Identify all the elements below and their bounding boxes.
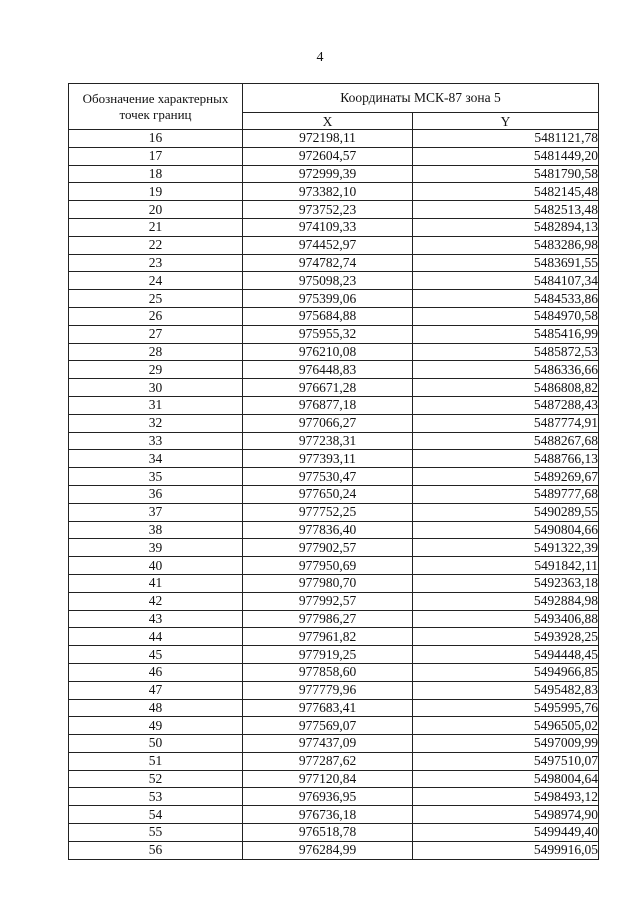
y-coordinate-cell: 5481121,78	[413, 130, 599, 148]
x-coordinate-cell: 977287,62	[243, 752, 413, 770]
point-number-cell: 31	[69, 396, 243, 414]
x-coordinate-cell: 973382,10	[243, 183, 413, 201]
x-coordinate-cell: 977752,25	[243, 503, 413, 521]
y-coordinate-cell: 5494448,45	[413, 646, 599, 664]
x-coordinate-cell: 977530,47	[243, 468, 413, 486]
table-body	[69, 130, 599, 860]
table-row	[69, 752, 599, 770]
x-coordinate-cell: 976518,78	[243, 824, 413, 842]
x-coordinate-cell: 977238,31	[243, 432, 413, 450]
point-number-cell: 44	[69, 628, 243, 646]
table-row	[69, 290, 599, 308]
x-coordinate-cell: 977961,82	[243, 628, 413, 646]
table-row	[69, 503, 599, 521]
y-coordinate-cell: 5484970,58	[413, 307, 599, 325]
x-coordinate-cell: 976284,99	[243, 841, 413, 859]
y-coordinate-cell: 5492363,18	[413, 574, 599, 592]
y-coordinate-cell: 5489777,68	[413, 485, 599, 503]
point-number-cell: 18	[69, 165, 243, 183]
table-row	[69, 236, 599, 254]
y-coordinate-cell: 5499916,05	[413, 841, 599, 859]
y-coordinate-cell: 5481790,58	[413, 165, 599, 183]
point-number-cell: 32	[69, 414, 243, 432]
table-row	[69, 130, 599, 148]
point-number-cell: 19	[69, 183, 243, 201]
point-number-cell: 55	[69, 824, 243, 842]
x-coordinate-cell: 977992,57	[243, 592, 413, 610]
table-row	[69, 450, 599, 468]
y-coordinate-cell: 5490289,55	[413, 503, 599, 521]
table-row	[69, 770, 599, 788]
y-coordinate-cell: 5484107,34	[413, 272, 599, 290]
table-row	[69, 361, 599, 379]
point-number-cell: 22	[69, 236, 243, 254]
table-row	[69, 201, 599, 219]
point-number-cell: 34	[69, 450, 243, 468]
y-coordinate-cell: 5488267,68	[413, 432, 599, 450]
y-coordinate-cell: 5482513,48	[413, 201, 599, 219]
table-row	[69, 628, 599, 646]
table-row	[69, 325, 599, 343]
x-coordinate-cell: 977120,84	[243, 770, 413, 788]
point-number-cell: 37	[69, 503, 243, 521]
table-row	[69, 681, 599, 699]
table-row	[69, 468, 599, 486]
x-coordinate-cell: 977650,24	[243, 485, 413, 503]
table-row	[69, 485, 599, 503]
point-number-cell: 53	[69, 788, 243, 806]
x-coordinate-cell: 977902,57	[243, 539, 413, 557]
table-row	[69, 574, 599, 592]
point-number-cell: 41	[69, 574, 243, 592]
table-row	[69, 663, 599, 681]
table-row	[69, 396, 599, 414]
point-number-cell: 50	[69, 735, 243, 753]
point-number-cell: 38	[69, 521, 243, 539]
table-row	[69, 557, 599, 575]
x-coordinate-cell: 972198,11	[243, 130, 413, 148]
point-number-cell: 49	[69, 717, 243, 735]
y-coordinate-cell: 5494966,85	[413, 663, 599, 681]
point-number-cell: 51	[69, 752, 243, 770]
y-coordinate-cell: 5486336,66	[413, 361, 599, 379]
table-row	[69, 806, 599, 824]
x-coordinate-cell: 977836,40	[243, 521, 413, 539]
x-coordinate-cell: 977950,69	[243, 557, 413, 575]
x-coordinate-cell: 975098,23	[243, 272, 413, 290]
page-number: 4	[316, 50, 324, 65]
y-coordinate-cell: 5498493,12	[413, 788, 599, 806]
y-coordinate-cell: 5483286,98	[413, 236, 599, 254]
table-row	[69, 717, 599, 735]
y-coordinate-cell: 5482894,13	[413, 218, 599, 236]
y-coordinate-cell: 5486808,82	[413, 379, 599, 397]
point-number-cell: 28	[69, 343, 243, 361]
point-number-cell: 25	[69, 290, 243, 308]
y-coordinate-cell: 5485416,99	[413, 325, 599, 343]
x-coordinate-cell: 976671,28	[243, 379, 413, 397]
table-row	[69, 788, 599, 806]
x-coordinate-cell: 976936,95	[243, 788, 413, 806]
point-number-cell: 47	[69, 681, 243, 699]
table-row	[69, 432, 599, 450]
point-number-cell: 26	[69, 307, 243, 325]
y-coordinate-cell: 5491842,11	[413, 557, 599, 575]
x-coordinate-cell: 975684,88	[243, 307, 413, 325]
table-row	[69, 646, 599, 664]
point-number-cell: 46	[69, 663, 243, 681]
x-coordinate-cell: 974109,33	[243, 218, 413, 236]
table-row	[69, 343, 599, 361]
x-coordinate-cell: 977393,11	[243, 450, 413, 468]
y-coordinate-cell: 5495482,83	[413, 681, 599, 699]
y-coordinate-cell: 5497510,07	[413, 752, 599, 770]
y-coordinate-cell: 5488766,13	[413, 450, 599, 468]
y-coordinate-cell: 5496505,02	[413, 717, 599, 735]
y-coordinate-cell: 5493928,25	[413, 628, 599, 646]
point-number-cell: 29	[69, 361, 243, 379]
table-row	[69, 165, 599, 183]
x-coordinate-cell: 976210,08	[243, 343, 413, 361]
x-coordinate-cell: 977683,41	[243, 699, 413, 717]
table-row	[69, 735, 599, 753]
x-coordinate-cell: 972604,57	[243, 147, 413, 165]
y-coordinate-cell: 5489269,67	[413, 468, 599, 486]
x-coordinate-cell: 975955,32	[243, 325, 413, 343]
x-coordinate-cell: 973752,23	[243, 201, 413, 219]
point-number-cell: 27	[69, 325, 243, 343]
table-row	[69, 272, 599, 290]
x-coordinate-cell: 976877,18	[243, 396, 413, 414]
table-row	[69, 147, 599, 165]
y-coordinate-cell: 5487288,43	[413, 396, 599, 414]
y-coordinate-cell: 5485872,53	[413, 343, 599, 361]
point-number-cell: 33	[69, 432, 243, 450]
x-coordinate-cell: 977779,96	[243, 681, 413, 699]
table-row	[69, 307, 599, 325]
point-number-cell: 52	[69, 770, 243, 788]
point-number-cell: 21	[69, 218, 243, 236]
x-coordinate-cell: 977437,09	[243, 735, 413, 753]
point-number-cell: 16	[69, 130, 243, 148]
point-number-cell: 35	[69, 468, 243, 486]
y-coordinate-cell: 5497009,99	[413, 735, 599, 753]
y-coordinate-cell: 5491322,39	[413, 539, 599, 557]
point-number-cell: 30	[69, 379, 243, 397]
table-row	[69, 414, 599, 432]
table-row	[69, 254, 599, 272]
point-number-cell: 43	[69, 610, 243, 628]
x-coordinate-cell: 977569,07	[243, 717, 413, 735]
header-coordinates-group: Координаты МСК-87 зона 5	[243, 84, 599, 113]
point-number-cell: 48	[69, 699, 243, 717]
header-y: Y	[413, 113, 599, 130]
point-number-cell: 54	[69, 806, 243, 824]
point-number-cell: 56	[69, 841, 243, 859]
point-number-cell: 20	[69, 201, 243, 219]
y-coordinate-cell: 5492884,98	[413, 592, 599, 610]
x-coordinate-cell: 977919,25	[243, 646, 413, 664]
x-coordinate-cell: 975399,06	[243, 290, 413, 308]
y-coordinate-cell: 5482145,48	[413, 183, 599, 201]
y-coordinate-cell: 5481449,20	[413, 147, 599, 165]
table-row	[69, 379, 599, 397]
y-coordinate-cell: 5499449,40	[413, 824, 599, 842]
y-coordinate-cell: 5498974,90	[413, 806, 599, 824]
y-coordinate-cell: 5484533,86	[413, 290, 599, 308]
x-coordinate-cell: 972999,39	[243, 165, 413, 183]
y-coordinate-cell: 5490804,66	[413, 521, 599, 539]
y-coordinate-cell: 5487774,91	[413, 414, 599, 432]
coordinates-table	[68, 83, 599, 860]
header-point-label: Обозначение характерных точек границ	[69, 84, 243, 130]
table-row	[69, 841, 599, 859]
x-coordinate-cell: 977986,27	[243, 610, 413, 628]
y-coordinate-cell: 5493406,88	[413, 610, 599, 628]
y-coordinate-cell: 5483691,55	[413, 254, 599, 272]
y-coordinate-cell: 5498004,64	[413, 770, 599, 788]
x-coordinate-cell: 976736,18	[243, 806, 413, 824]
x-coordinate-cell: 974452,97	[243, 236, 413, 254]
table-row	[69, 699, 599, 717]
point-number-cell: 24	[69, 272, 243, 290]
table-row	[69, 610, 599, 628]
x-coordinate-cell: 974782,74	[243, 254, 413, 272]
table-row	[69, 824, 599, 842]
point-number-cell: 23	[69, 254, 243, 272]
point-number-cell: 45	[69, 646, 243, 664]
table-row	[69, 183, 599, 201]
point-number-cell: 39	[69, 539, 243, 557]
table-row	[69, 521, 599, 539]
x-coordinate-cell: 977858,60	[243, 663, 413, 681]
header-x: X	[243, 113, 413, 130]
point-number-cell: 42	[69, 592, 243, 610]
x-coordinate-cell: 977980,70	[243, 574, 413, 592]
y-coordinate-cell: 5495995,76	[413, 699, 599, 717]
point-number-cell: 17	[69, 147, 243, 165]
x-coordinate-cell: 977066,27	[243, 414, 413, 432]
point-number-cell: 36	[69, 485, 243, 503]
x-coordinate-cell: 976448,83	[243, 361, 413, 379]
table-row	[69, 592, 599, 610]
table-row	[69, 539, 599, 557]
table-row	[69, 218, 599, 236]
point-number-cell: 40	[69, 557, 243, 575]
